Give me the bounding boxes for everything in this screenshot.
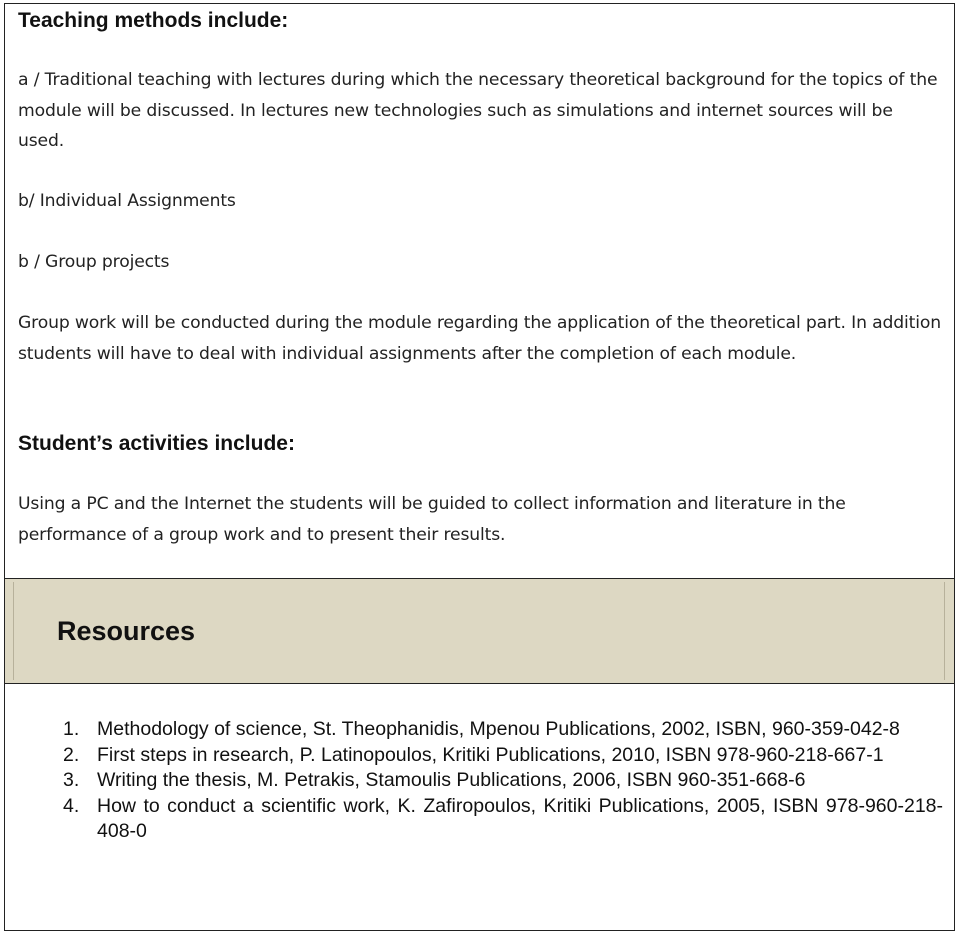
- resource-text: Methodology of science, St. Theophanidis, Mpenou Publications, 2002, ISBN, 960-359-042-8: [97, 718, 900, 740]
- resources-header-band: [5, 579, 954, 683]
- methods-section: [5, 4, 954, 578]
- resource-number: 1.: [63, 718, 80, 740]
- resources-list: [63, 717, 943, 845]
- section-divider: [5, 683, 954, 684]
- resource-number: 3.: [63, 769, 80, 791]
- document-frame: [4, 3, 955, 931]
- resource-item-3: [63, 768, 943, 794]
- resource-item-4: [63, 794, 943, 845]
- resource-number: 4.: [63, 794, 80, 817]
- resource-item-2: [63, 743, 943, 769]
- teaching-methods-heading: Teaching methods include:: [18, 9, 289, 32]
- resource-number: 2.: [63, 743, 80, 766]
- resource-text: How to conduct a scientific work, K. Zafiropoulos, Kritiki Publications, 2005, ISBN 978-960-218-408-0: [97, 794, 943, 842]
- resource-text: Writing the thesis, M. Petrakis, Stamoulis Publications, 2006, ISBN 960-351-668-6: [97, 769, 806, 791]
- resource-item-1: [63, 717, 943, 743]
- teaching-paragraph-group-work: Group work will be conducted during the module regarding the application of the theoretical part. In addition students will have to deal with individual assignments after the completion of each module.: [18, 313, 941, 364]
- teaching-item-group-projects: b / Group projects: [18, 252, 170, 272]
- resources-heading: Resources: [57, 616, 196, 646]
- resource-text: First steps in research, P. Latinopoulos, Kritiki Publications, 2010, ISBN 978-960-218-667-1: [97, 743, 884, 766]
- activities-paragraph: Using a PC and the Internet the students will be guided to collect information and literature in the performance of a group work and to present their results.: [18, 494, 846, 545]
- student-activities-heading: Student’s activities include:: [18, 432, 295, 455]
- teaching-paragraph-lectures: a / Traditional teaching with lectures during which the necessary theoretical background for the topics of the module will be discussed. In lectures new technologies such as simulations and internet sources will be used.: [18, 70, 938, 151]
- teaching-item-individual-assignments: b/ Individual Assignments: [18, 191, 236, 211]
